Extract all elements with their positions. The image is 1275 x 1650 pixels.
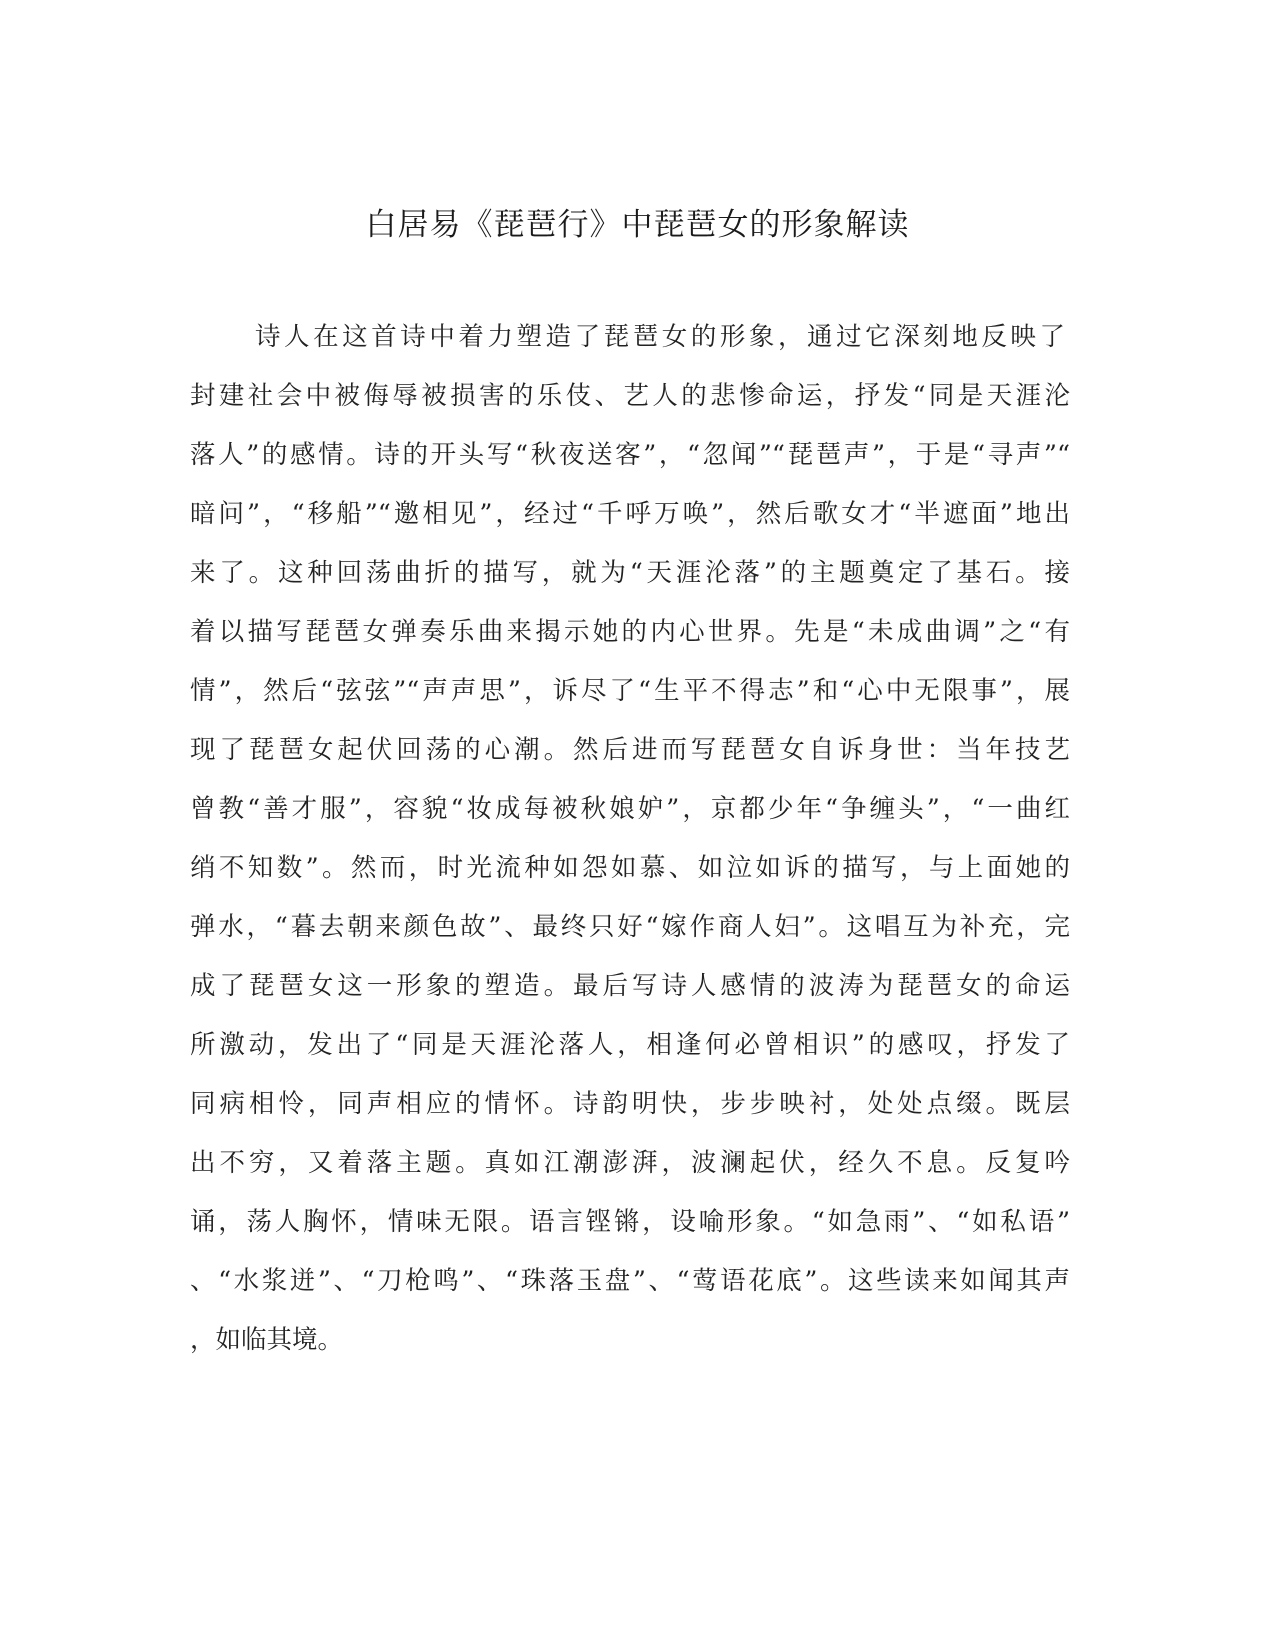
- body-line: 来了。这种回荡曲折的描写，就为“天涯沦落”的主题奠定了基石。接: [190, 558, 1070, 588]
- body-line: 暗问”，“移船”“邀相见”，经过“千呼万唤”，然后歌女才“半遮面”地出: [190, 499, 1070, 529]
- body-line: 现了琵琶女起伏回荡的心潮。然后进而写琵琶女自诉身世：当年技艺: [190, 735, 1070, 765]
- body-line: 诵，荡人胸怀，情味无限。语言铿锵，设喻形象。“如急雨”、“如私语”: [190, 1207, 1070, 1237]
- body-line: 同病相怜，同声相应的情怀。诗韵明快，步步映衬，处处点缀。既层: [190, 1089, 1070, 1119]
- body-line: ，如临其境。: [190, 1325, 344, 1355]
- body-line: 、“水浆迸”、“刀枪鸣”、“珠落玉盘”、“莺语花底”。这些读来如闻其声: [190, 1266, 1070, 1296]
- document-title: 白居易《琵琶行》中琵琶女的形象解读: [365, 207, 910, 243]
- body-line: 情”，然后“弦弦”“声声思”，诉尽了“生平不得志”和“心中无限事”，展: [190, 676, 1070, 706]
- body-line: 曾教“善才服”，容貌“妆成每被秋娘妒”，京都少年“争缠头”，“一曲红: [190, 794, 1070, 824]
- body-line: 着以描写琵琶女弹奏乐曲来揭示她的内心世界。先是“未成曲调”之“有: [190, 617, 1070, 647]
- body-line: 所激动，发出了“同是天涯沦落人，相逢何必曾相识”的感叹，抒发了: [190, 1030, 1070, 1060]
- body-line: 诗人在这首诗中着力塑造了琵琶女的形象，通过它深刻地反映了: [255, 322, 1065, 352]
- body-line: 封建社会中被侮辱被损害的乐伎、艺人的悲惨命运，抒发“同是天涯沦: [190, 381, 1070, 411]
- body-line: 绡不知数”。然而，时光流种如怨如慕、如泣如诉的描写，与上面她的: [190, 853, 1070, 883]
- body-line: 落人”的感情。诗的开头写“秋夜送客”，“忽闻”“琵琶声”，于是“寻声”“: [190, 440, 1070, 470]
- body-line: 出不穷，又着落主题。真如江潮澎湃，波澜起伏，经久不息。反复吟: [190, 1148, 1070, 1178]
- body-line: 成了琵琶女这一形象的塑造。最后写诗人感情的波涛为琵琶女的命运: [190, 971, 1070, 1001]
- body-line: 弹水，“暮去朝来颜色故”、最终只好“嫁作商人妇”。这唱互为补充，完: [190, 912, 1070, 942]
